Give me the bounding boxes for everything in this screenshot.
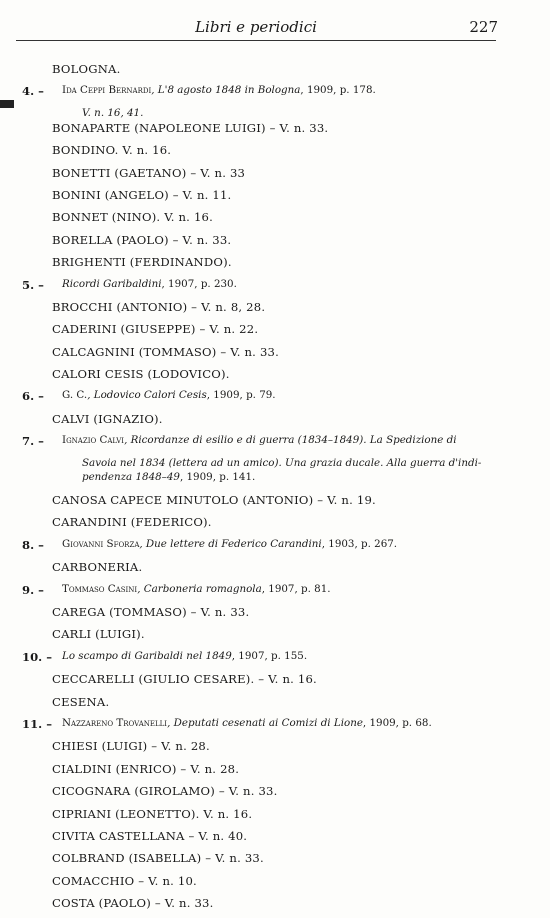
entry-number: 10. – xyxy=(22,649,53,664)
page-number: 227 xyxy=(469,18,498,36)
entry-title: , Carboneria romagnola xyxy=(137,582,262,595)
index-heading xyxy=(0,896,550,918)
entry-citation: , 1907, p. 155. xyxy=(231,649,308,662)
index-heading xyxy=(0,62,550,84)
entry-citation: , 1909, p. 79. xyxy=(206,389,276,402)
index-heading xyxy=(0,762,550,784)
entry-citation: , 1909, p. 178. xyxy=(300,84,376,97)
heading-text: CAREGA (TOMMASO) – V. n. 33. xyxy=(52,604,250,619)
index-heading xyxy=(0,412,550,434)
bibliography-entry xyxy=(0,278,550,300)
bibliography-entry xyxy=(0,717,550,739)
index-heading xyxy=(0,627,550,649)
heading-text: CICOGNARA (GIROLAMO) – V. n. 33. xyxy=(52,784,278,799)
index-heading xyxy=(0,672,550,694)
continuation-text: Savoia nel 1834 (lettera ad un amico). Una grazia ducale. Alla guerra d'indi- xyxy=(82,456,482,469)
entry-author: Nazzareno Trovanelli xyxy=(62,716,168,729)
entry-continuation xyxy=(0,457,550,471)
entry-title: , Ricordanze di esilio e di guerra (1834–1849). La Spedizione di xyxy=(124,434,457,447)
heading-text: CARBONERIA. xyxy=(52,560,143,575)
index-heading xyxy=(0,255,550,277)
heading-text: CANOSA CAPECE MINUTOLO (ANTONIO) – V. n. 19. xyxy=(52,493,376,508)
index-heading xyxy=(0,695,550,717)
heading-text: CALORI CESIS (LODOVICO). xyxy=(52,367,230,382)
index-heading xyxy=(0,367,550,389)
index-heading xyxy=(0,739,550,761)
index-heading xyxy=(0,515,550,537)
entry-title: , Due lettere di Federico Carandini xyxy=(139,537,322,550)
heading-text: CIALDINI (ENRICO) – V. n. 28. xyxy=(52,761,240,776)
entry-title: Ricordi Garibaldini xyxy=(62,277,162,290)
heading-text: BROCCHI (ANTONIO) – V. n. 8, 28. xyxy=(52,299,266,314)
index-heading xyxy=(0,188,550,210)
bibliography-entry xyxy=(0,434,550,456)
index-heading xyxy=(0,322,550,344)
index-heading xyxy=(0,233,550,255)
entry-title: , Lodovico Calori Cesis xyxy=(87,389,207,402)
index-heading xyxy=(0,829,550,851)
continuation-text: V. n. 16, 41. xyxy=(82,106,144,119)
heading-text: CARLI (LUIGI). xyxy=(52,627,145,642)
bibliography-entry xyxy=(0,583,550,605)
continuation-text: pendenza 1848–49 xyxy=(82,470,180,483)
heading-text: BONAPARTE (NAPOLEONE LUIGI) – V. n. 33. xyxy=(52,120,329,135)
heading-text: CESENA. xyxy=(52,694,110,709)
entry-continuation xyxy=(0,471,550,493)
entry-number: 9. – xyxy=(22,582,44,597)
index-heading xyxy=(0,166,550,188)
heading-text: BRIGHENTI (FERDINANDO). xyxy=(52,255,232,270)
bibliography-entry xyxy=(0,650,550,672)
index-heading xyxy=(0,784,550,806)
entry-title: , Deputati cesenati ai Comizi di Lione xyxy=(167,716,363,729)
heading-text: BONETTI (GAETANO) – V. n. 33 xyxy=(52,165,246,180)
index-heading xyxy=(0,121,550,143)
index-heading xyxy=(0,210,550,232)
index-heading xyxy=(0,300,550,322)
heading-text: BOLOGNA. xyxy=(52,62,121,76)
index-list xyxy=(0,62,550,918)
entry-number: 11. – xyxy=(22,716,53,731)
bibliography-entry xyxy=(0,538,550,560)
entry-title: , L'8 agosto 1848 in Bologna xyxy=(151,84,301,97)
heading-text: BONNET (NINO). V. n. 16. xyxy=(52,210,213,225)
heading-text: CIPRIANI (LEONETTO). V. n. 16. xyxy=(52,806,253,821)
entry-citation: , 1903, p. 267. xyxy=(321,537,398,550)
entry-author: G. C. xyxy=(62,389,88,402)
entry-citation: , 1909, p. 141. xyxy=(179,470,256,483)
heading-text: CIVITA CASTELLANA – V. n. 40. xyxy=(52,828,248,843)
entry-citation: , 1907, p. 230. xyxy=(161,277,237,290)
index-heading xyxy=(0,605,550,627)
bibliography-entry xyxy=(0,389,550,411)
heading-text: BONINI (ANGELO) – V. n. 11. xyxy=(52,187,232,202)
heading-text: COLBRAND (ISABELLA) – V. n. 33. xyxy=(52,851,264,866)
heading-text: CECCARELLI (GIULIO CESARE). – V. n. 16. xyxy=(52,672,317,687)
heading-text: BORELLA (PAOLO) – V. n. 33. xyxy=(52,232,232,247)
entry-author: Ignazio Calvi xyxy=(62,434,125,447)
entry-citation: , 1907, p. 81. xyxy=(261,582,331,595)
heading-text: CALVI (IGNAZIO). xyxy=(52,411,163,426)
index-heading xyxy=(0,493,550,515)
entry-author: Ida Ceppi Bernardi xyxy=(62,84,152,97)
entry-number: 8. – xyxy=(22,537,44,552)
index-heading xyxy=(0,560,550,582)
index-heading xyxy=(0,851,550,873)
index-heading xyxy=(0,874,550,896)
entry-citation: , 1909, p. 68. xyxy=(362,716,432,729)
index-heading xyxy=(0,807,550,829)
heading-text: CALCAGNINI (TOMMASO) – V. n. 33. xyxy=(52,344,279,359)
entry-author: Giovanni Sforza xyxy=(62,537,140,550)
page-header xyxy=(16,18,496,41)
index-heading xyxy=(0,345,550,367)
index-heading xyxy=(0,143,550,165)
running-title: Libri e periodici xyxy=(195,18,317,36)
entry-number: 4. – xyxy=(22,84,44,99)
heading-text: CADERINI (GIUSEPPE) – V. n. 22. xyxy=(52,322,259,337)
bibliography-entry xyxy=(0,84,550,106)
entry-number: 6. – xyxy=(22,389,44,404)
entry-title: Lo scampo di Garibaldi nel 1849 xyxy=(62,649,232,662)
heading-text: CHIESI (LUIGI) – V. n. 28. xyxy=(52,739,210,754)
entry-author: Tommaso Casini xyxy=(62,582,138,595)
heading-text: CARANDINI (FEDERICO). xyxy=(52,515,212,530)
entry-number: 7. – xyxy=(22,434,44,449)
entry-number: 5. – xyxy=(22,277,44,292)
heading-text: BONDINO. V. n. 16. xyxy=(52,143,172,158)
heading-text: COSTA (PAOLO) – V. n. 33. xyxy=(52,896,214,911)
heading-text: COMACCHIO – V. n. 10. xyxy=(52,873,197,888)
entry-continuation xyxy=(0,107,550,121)
